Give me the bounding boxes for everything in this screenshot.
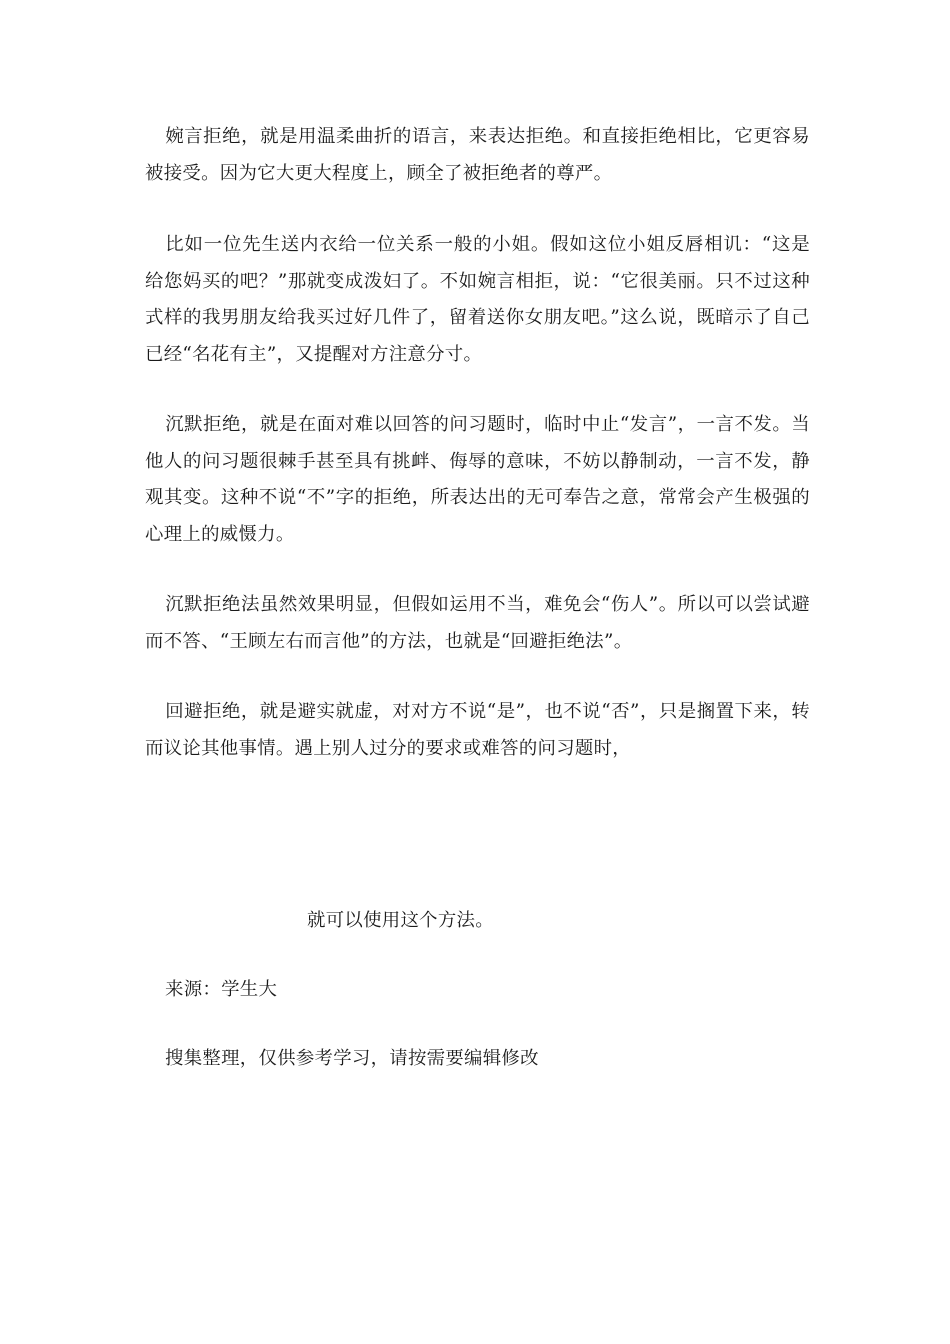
footer-note: 搜集整理，仅供参考学习，请按需要编辑修改 [165,1048,539,1069]
paragraph-example: 比如一位先生送内衣给一位关系一般的小姐。假如这位小姐反唇相讥：“这是给您妈买的吧？”那就变成泼妇了。不如婉言相拒，说：“它很美丽。只不过这种式样的我男朋友给我买过好几件了，留着送你女朋友吧。”这么说，既暗示了自己已经“名花有主”，又提醒对方注意分寸。 [145,234,810,365]
paragraph-silent-refusal: 沉默拒绝，就是在面对难以回答的问习题时，临时中止“发言”，一言不发。当他人的问习题很棘手甚至具有挑衅、侮辱的意味，不妨以静制动，一言不发，静观其变。这种不说“不”字的拒绝，所表达出的无可奉告之意，常常会产生极强的心理上的威慑力。 [145,414,810,545]
source-line: 来源：学生大 [165,979,278,1000]
paragraph-continuation: 就可以使用这个方法。 [307,910,494,931]
paragraph-tactful-refusal: 婉言拒绝，就是用温柔曲折的语言，来表达拒绝。和直接拒绝相比，它更容易被接受。因为它大更大程度上，顾全了被拒绝者的尊严。 [145,126,810,184]
paragraph-evasive-refusal: 回避拒绝，就是避实就虚，对对方不说“是”，也不说“否”，只是搁置下来，转而议论其他事情。遇上别人过分的要求或难答的问习题时， [145,701,810,759]
paragraph-silent-refusal-caution: 沉默拒绝法虽然效果明显，但假如运用不当，难免会“伤人”。所以可以尝试避而不答、“王顾左右而言他”的方法，也就是“回避拒绝法”。 [145,594,810,652]
